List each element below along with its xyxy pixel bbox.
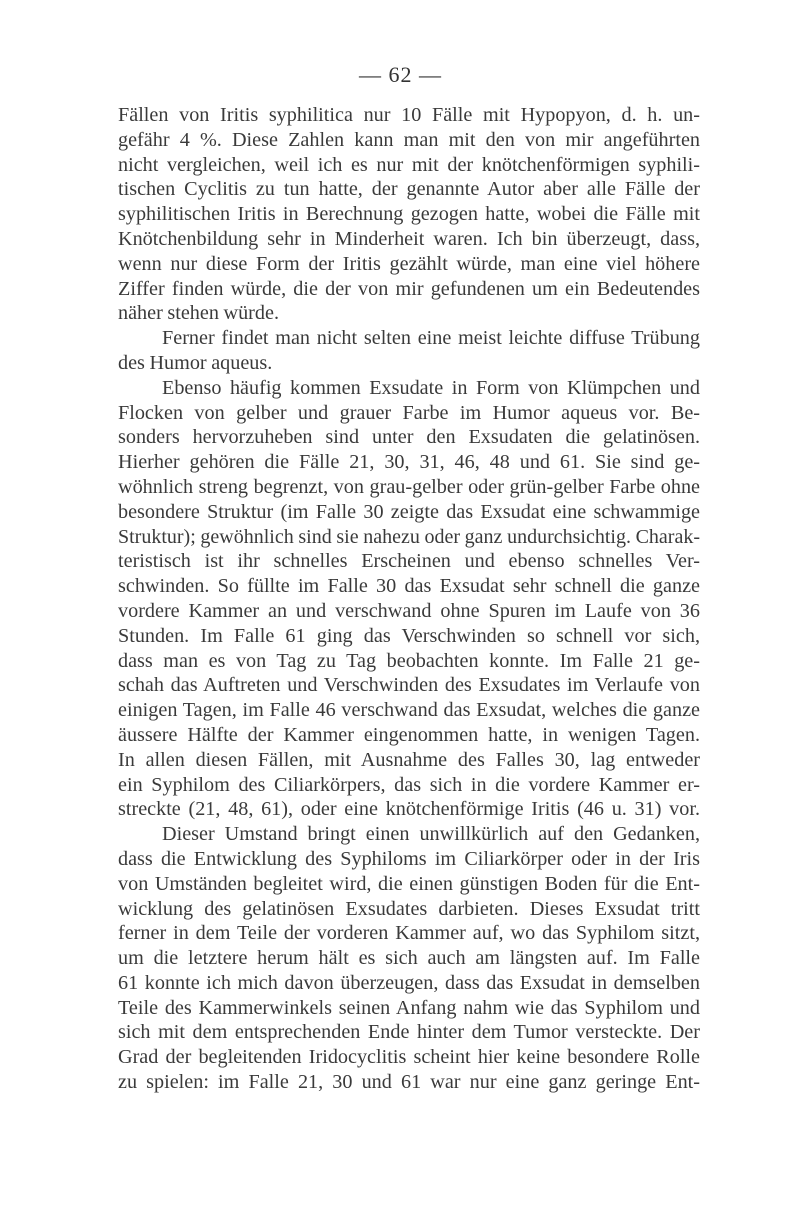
text-line: besondere Struktur (im Falle 30 zeigte das Exsudat eine schwammige [118,500,700,523]
text-line: näher stehen würde. [118,302,279,325]
text-line: Struktur); gewöhnlich sind sie nahezu oder ganz undurchsichtig. Charak- [118,525,700,548]
text-line: einigen Tagen, im Falle 46 verschwand das Exsudat, welches die ganze [118,699,700,722]
text-line: sich mit dem entsprechenden Ende hinter dem Tumor versteckte. Der [118,1021,700,1044]
text-line: teristisch ist ihr schnelles Erscheinen und ebenso schnelles Ver- [118,550,700,573]
text-line: sonders hervorzuheben sind unter den Exsudaten die gelatinösen. [118,426,700,449]
text-line: tischen Cyclitis zu tun hatte, der genannte Autor aber alle Fälle der [118,178,700,201]
text-line: Teile des Kammerwinkels seinen Anfang nahm wie das Syphilom und [118,996,700,1019]
text-line: syphilitischen Iritis in Berechnung gezogen hatte, wobei die Fälle mit [118,203,700,226]
text-line: In allen diesen Fällen, mit Ausnahme des Falles 30, lag entweder [118,748,700,771]
text-line: dass die Entwicklung des Syphiloms im Ciliarkörper oder in der Iris [118,847,700,870]
text-line: schah das Auftreten und Verschwinden des Exsudates im Verlaufe von [118,674,700,697]
page-number: — 62 — [359,62,442,87]
text-line: von Umständen begleitet wird, die einen günstigen Boden für die Ent- [118,872,700,895]
text-line: wenn nur diese Form der Iritis gezählt würde, man eine viel höhere [118,252,700,275]
text-line: des Humor aqueus. [118,351,273,374]
text-line: ein Syphilom des Ciliarkörpers, das sich in die vordere Kammer er- [118,773,700,796]
text-line: Flocken von gelber und grauer Farbe im Humor aqueus vor. Be- [118,401,700,424]
body-text [118,103,700,1095]
text-line: schwinden. So füllte im Falle 30 das Exsudat sehr schnell die ganze [118,575,700,598]
text-line: zu spielen: im Falle 21, 30 und 61 war nur eine ganz geringe Ent- [118,1071,700,1094]
text-line: Knötchenbildung sehr in Minderheit waren. Ich bin überzeugt, dass, [118,227,700,250]
text-line: streckte (21, 48, 61), oder eine knötchenförmige Iritis (46 u. 31) vor. [118,798,700,821]
text-line: wöhnlich streng begrenzt, von grau-gelber oder grün-gelber Farbe ohne [118,475,700,498]
text-line: Stunden. Im Falle 61 ging das Verschwinden so schnell vor sich, [118,624,700,647]
text-line: Ziffer finden würde, die der von mir gefundenen um ein Bedeutendes [118,277,700,300]
text-line: Ebenso häufig kommen Exsudate in Form von Klümpchen und [162,376,700,399]
text-line: ferner in dem Teile der vorderen Kammer auf, wo das Syphilom sitzt, [118,922,700,945]
text-line: Fällen von Iritis syphilitica nur 10 Fälle mit Hypopyon, d. h. un- [118,104,700,126]
text-line: wicklung des gelatinösen Exsudates darbieten. Dieses Exsudat tritt [118,897,700,920]
text-line: äussere Hälfte der Kammer eingenommen hatte, in wenigen Tagen. [118,723,700,746]
text-line: gefähr 4 %. Diese Zahlen kann man mit den von mir angeführten [118,128,700,151]
text-line: Dieser Umstand bringt einen unwillkürlich auf den Gedanken, [162,823,700,846]
text-line: Ferner findet man nicht selten eine meist leichte diffuse Trübung [162,327,700,350]
text-line: dass man es von Tag zu Tag beobachten konnte. Im Falle 21 ge- [118,649,700,672]
text-line: Hierher gehören die Fälle 21, 30, 31, 46, 48 und 61. Sie sind ge- [118,451,700,474]
text-line: 61 konnte ich mich davon überzeugen, dass das Exsudat in demselben [118,971,700,994]
text-line: Grad der begleitenden Iridocyclitis scheint hier keine besondere Rolle [118,1046,700,1069]
text-line: vordere Kammer an und verschwand ohne Spuren im Laufe von 36 [118,599,700,622]
text-line: um die letztere herum hält es sich auch am längsten auf. Im Falle [118,947,700,970]
text-line: nicht vergleichen, weil ich es nur mit der knötchenförmigen syphili- [118,153,700,176]
